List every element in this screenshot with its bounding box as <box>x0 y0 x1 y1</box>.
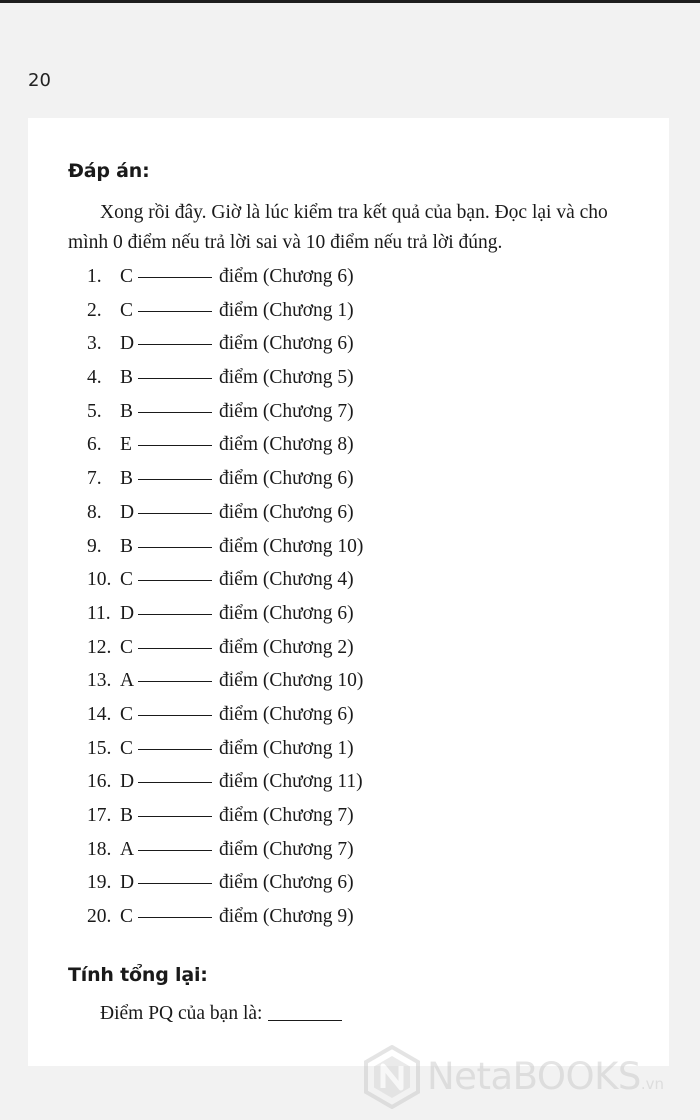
point-word: điểm <box>219 535 258 557</box>
point-word: điểm <box>219 670 258 692</box>
answer-number: 12. <box>87 636 112 658</box>
score-blank <box>138 613 212 615</box>
chapter-reference: (Chương 6) <box>262 266 354 287</box>
answer-letter: C <box>120 266 134 287</box>
page-number: 20 <box>28 70 51 91</box>
top-border <box>0 0 700 3</box>
point-word: điểm <box>219 569 258 591</box>
chapter-reference: (Chương 6) <box>262 333 354 355</box>
chapter-reference: (Chương 6) <box>262 501 354 523</box>
answer-letter: C <box>120 737 134 759</box>
answer-row <box>87 597 363 631</box>
score-blank <box>138 882 212 884</box>
chapter-reference: (Chương 6) <box>262 602 354 624</box>
watermark-brand: NetaBOOKS <box>427 1055 641 1098</box>
answer-row <box>87 260 363 294</box>
score-blank <box>138 815 212 817</box>
total-heading: Tính tổng lại: <box>68 964 208 986</box>
point-word: điểm <box>219 501 258 523</box>
chapter-reference: (Chương 7) <box>262 805 354 826</box>
score-blank <box>138 849 212 851</box>
answer-row <box>87 428 363 462</box>
answer-letter: C <box>120 569 134 591</box>
answer-row <box>87 563 363 597</box>
answer-letter: B <box>120 400 134 422</box>
chapter-reference: (Chương 5) <box>262 367 354 389</box>
answer-number: 1. <box>87 266 102 287</box>
score-blank <box>138 411 212 413</box>
answer-letter: D <box>120 872 135 894</box>
answer-row <box>87 462 363 496</box>
answer-number: 20. <box>87 906 112 928</box>
chapter-reference: (Chương 11) <box>262 771 363 793</box>
chapter-reference: (Chương 9) <box>262 906 354 928</box>
score-blank <box>138 714 212 716</box>
answer-letter: C <box>120 636 134 658</box>
point-word: điểm <box>219 333 258 355</box>
answer-number: 18. <box>87 838 112 860</box>
answer-row <box>87 294 363 328</box>
answer-number: 14. <box>87 703 112 725</box>
answer-row <box>87 799 363 833</box>
answer-letter: E <box>120 434 132 456</box>
answer-row <box>87 732 363 766</box>
point-word: điểm <box>219 805 258 826</box>
answer-number: 19. <box>87 872 112 894</box>
point-word: điểm <box>219 299 258 321</box>
score-blank <box>138 781 212 783</box>
answer-number: 6. <box>87 434 102 456</box>
point-word: điểm <box>219 636 258 658</box>
answer-row <box>87 765 363 799</box>
answer-row <box>87 900 363 934</box>
answer-letter: B <box>120 805 134 826</box>
chapter-reference: (Chương 6) <box>262 872 354 894</box>
answer-row <box>87 866 363 900</box>
score-blank <box>138 916 212 918</box>
score-blank <box>138 748 212 750</box>
answer-row <box>87 698 363 732</box>
total-score-label: Điểm PQ của bạn là: <box>100 1003 263 1024</box>
chapter-reference: (Chương 7) <box>262 400 354 422</box>
total-score-blank <box>268 1019 342 1021</box>
answer-number: 13. <box>87 670 112 692</box>
score-blank <box>138 647 212 649</box>
intro-paragraph: Xong rồi đây. Giờ là lúc kiểm tra kết quả của bạn. Đọc lại và cho mình 0 điểm nếu trả lời sai và 10 điểm nếu trả lời đúng. <box>68 202 608 253</box>
score-blank <box>138 343 212 345</box>
answer-list <box>87 260 363 934</box>
point-word: điểm <box>219 906 258 928</box>
point-word: điểm <box>219 703 258 725</box>
score-blank <box>138 579 212 581</box>
answer-number: 17. <box>87 805 112 826</box>
answer-row <box>87 496 363 530</box>
point-word: điểm <box>219 367 258 389</box>
answer-letter: D <box>120 501 135 523</box>
chapter-reference: (Chương 1) <box>262 737 354 759</box>
answer-number: 15. <box>87 737 112 759</box>
answer-letter: D <box>120 333 135 355</box>
watermark <box>363 1043 693 1113</box>
answer-row <box>87 664 363 698</box>
point-word: điểm <box>219 838 258 860</box>
answer-letter: B <box>120 367 134 389</box>
point-word: điểm <box>219 468 258 490</box>
chapter-reference: (Chương 6) <box>262 468 354 490</box>
answer-letter: C <box>120 906 134 928</box>
answer-letter: D <box>120 602 135 624</box>
chapter-reference: (Chương 8) <box>262 434 354 456</box>
watermark-text <box>427 1055 664 1098</box>
answer-letter: D <box>120 771 135 793</box>
answers-heading: Đáp án: <box>68 160 150 182</box>
answer-number: 11. <box>87 602 111 624</box>
chapter-reference: (Chương 7) <box>262 838 354 860</box>
answer-number: 5. <box>87 400 102 422</box>
answer-number: 4. <box>87 367 102 389</box>
score-blank <box>138 444 212 446</box>
answer-row <box>87 631 363 665</box>
chapter-reference: (Chương 10) <box>262 670 364 692</box>
answer-row <box>87 361 363 395</box>
answer-row <box>87 530 363 564</box>
answer-number: 9. <box>87 535 102 557</box>
point-word: điểm <box>219 737 258 759</box>
answer-letter: B <box>120 535 134 557</box>
chapter-reference: (Chương 6) <box>262 703 354 725</box>
answer-letter: A <box>120 838 135 860</box>
answer-number: 8. <box>87 501 102 523</box>
answer-letter: C <box>120 299 134 321</box>
answer-number: 16. <box>87 771 112 793</box>
score-blank <box>138 310 212 312</box>
score-blank <box>138 546 212 548</box>
point-word: điểm <box>219 400 258 422</box>
answer-row <box>87 395 363 429</box>
total-score-line <box>100 1003 342 1025</box>
answer-letter: A <box>120 670 135 692</box>
score-blank <box>138 512 212 514</box>
point-word: điểm <box>219 771 258 793</box>
answer-number: 3. <box>87 333 102 355</box>
answer-row <box>87 833 363 867</box>
answer-letter: C <box>120 703 134 725</box>
point-word: điểm <box>219 602 258 624</box>
point-word: điểm <box>219 434 258 456</box>
answer-row <box>87 327 363 361</box>
chapter-reference: (Chương 1) <box>262 299 354 321</box>
point-word: điểm <box>219 872 258 894</box>
score-blank <box>138 478 212 480</box>
watermark-suffix: .vn <box>640 1075 665 1093</box>
score-blank <box>138 276 212 278</box>
book-page <box>28 118 669 1066</box>
netabooks-logo-icon <box>363 1045 421 1109</box>
score-blank <box>138 377 212 379</box>
chapter-reference: (Chương 2) <box>262 636 354 658</box>
chapter-reference: (Chương 10) <box>262 535 364 557</box>
point-word: điểm <box>219 266 258 287</box>
answer-letter: B <box>120 468 134 490</box>
answer-number: 2. <box>87 299 102 321</box>
score-blank <box>138 680 212 682</box>
answer-number: 7. <box>87 468 102 490</box>
chapter-reference: (Chương 4) <box>262 569 354 591</box>
answer-number: 10. <box>87 569 112 591</box>
